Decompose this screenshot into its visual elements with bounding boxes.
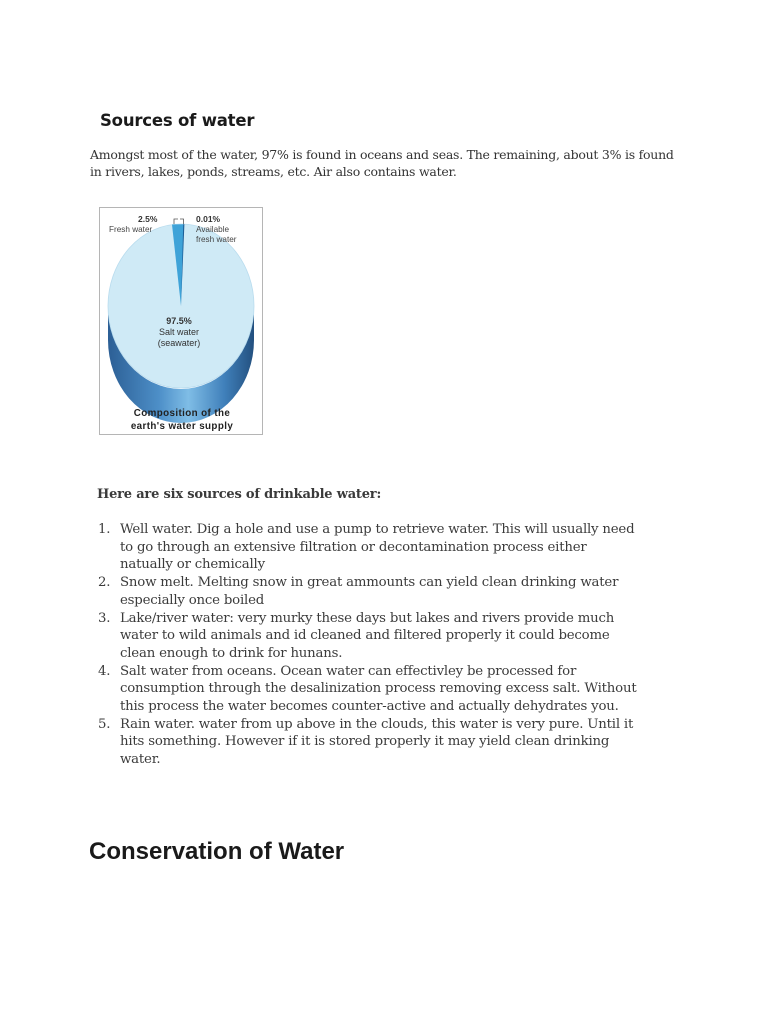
leader-line-fresh	[174, 219, 178, 224]
label-available-line2: fresh water	[196, 235, 237, 244]
list-number: 5.	[98, 716, 111, 732]
list-number: 1.	[98, 522, 111, 537]
list-line: especially once boiled	[120, 592, 265, 608]
list-line: hits something. However if it is stored properly it may yield clean drinking	[120, 734, 610, 750]
label-available-value: 0.01%	[196, 214, 221, 224]
list-item	[96, 716, 656, 769]
list-number: 3.	[98, 610, 111, 626]
list-line: to go through an extensive filtration or decontamination process either	[120, 539, 587, 555]
list-line: consumption through the desalinization process removing excess salt. Without	[120, 681, 637, 697]
list-line: clean enough to drink for hunans.	[120, 645, 343, 661]
label-fresh-name: Fresh water	[109, 225, 153, 234]
list-line: Lake/river water: very murky these days but lakes and rivers provide much	[120, 610, 615, 626]
chart-caption-line1: Composition of the	[133, 408, 231, 419]
list-line: Snow melt. Melting snow in great ammounts can yield clean drinking water	[120, 575, 619, 591]
list-line: Rain water. water from up above in the clouds, this water is very pure. Until it	[120, 716, 634, 732]
leader-line-available	[180, 219, 184, 224]
list-line: Salt water from oceans. Ocean water can effectivley be processed for	[120, 663, 577, 679]
label-salt-line1: Salt water	[158, 327, 200, 337]
list-line: Well water. Dig a hole and use a pump to retrieve water. This will usually need	[120, 522, 635, 537]
label-salt-line2: (seawater)	[157, 338, 201, 348]
list-line: natually or chemically	[120, 557, 265, 573]
list-item	[96, 610, 656, 663]
pie-chart-svg	[100, 208, 264, 436]
list-line: this process the water becomes counter-active and actually dehydrates you.	[120, 699, 619, 715]
list-number: 4.	[98, 663, 111, 679]
list-item	[96, 521, 656, 574]
water-composition-chart	[99, 207, 263, 435]
chart-caption-line2: earth's water supply	[130, 421, 234, 432]
list-item	[96, 574, 656, 609]
conservation-heading: Conservation of Water	[89, 838, 345, 865]
list-line: water.	[120, 752, 161, 768]
sources-of-water-heading: Sources of water	[100, 111, 255, 130]
label-fresh-value: 2.5%	[138, 214, 158, 224]
list-item	[96, 663, 656, 716]
list-number: 2.	[98, 575, 111, 591]
label-available-line1: Available	[196, 225, 230, 234]
six-sources-heading: Here are six sources of drinkable water:	[97, 487, 382, 502]
intro-paragraph: Amongst most of the water, 97% is found in oceans and seas. The remaining, about 3% is found in rivers, lakes, ponds, streams, etc. Air also contains water.	[90, 147, 674, 179]
label-salt-value: 97.5%	[166, 316, 192, 326]
list-line: water to wild animals and id cleaned and filtered properly it could become	[120, 628, 610, 644]
drinkable-water-list	[96, 521, 656, 769]
